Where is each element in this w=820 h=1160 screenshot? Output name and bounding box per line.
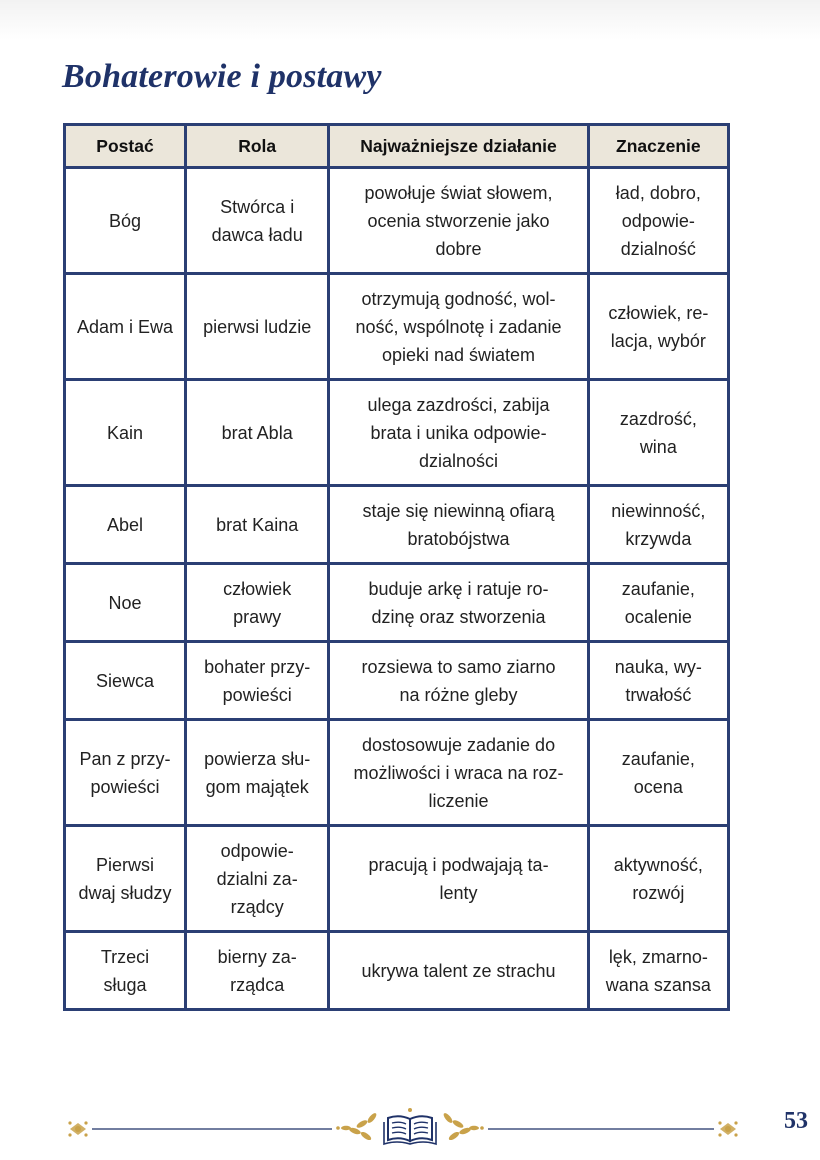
header-znaczenie: Znaczenie bbox=[588, 125, 728, 168]
table-row bbox=[65, 720, 729, 826]
table-row bbox=[65, 168, 729, 274]
cell-rola: bierny za- rządca bbox=[186, 932, 329, 1010]
cell-dzialanie: otrzymują godność, wol- ność, wspólnotę i zadanie opieki nad światem bbox=[329, 274, 588, 380]
header-dzialanie: Najważniejsze działanie bbox=[329, 125, 588, 168]
cell-dzialanie: ukrywa talent ze strachu bbox=[329, 932, 588, 1010]
cell-znaczenie: lęk, zmarno- wana szansa bbox=[588, 932, 728, 1010]
header-postac: Postać bbox=[65, 125, 186, 168]
table-row bbox=[65, 642, 729, 720]
cell-rola: Stwórca i dawca ładu bbox=[186, 168, 329, 274]
cell-dzialanie: dostosowuje zadanie do możliwości i wraca na roz- liczenie bbox=[329, 720, 588, 826]
page-title: Bohaterowie i postawy bbox=[62, 58, 382, 95]
cell-postac: Noe bbox=[65, 564, 186, 642]
open-book-icon bbox=[0, 1098, 820, 1160]
table-row bbox=[65, 486, 729, 564]
cell-rola: człowiek prawy bbox=[186, 564, 329, 642]
cell-postac: Pan z przy- powieści bbox=[65, 720, 186, 826]
cell-postac: Pierwsi dwaj słudzy bbox=[65, 826, 186, 932]
cell-rola: brat Abla bbox=[186, 380, 329, 486]
cell-rola: powierza słu- gom majątek bbox=[186, 720, 329, 826]
cell-postac: Siewca bbox=[65, 642, 186, 720]
cell-postac: Trzeci sługa bbox=[65, 932, 186, 1010]
table-row bbox=[65, 564, 729, 642]
cell-znaczenie: ład, dobro, odpowie- dzialność bbox=[588, 168, 728, 274]
footer-ornament bbox=[0, 1098, 820, 1160]
cell-postac: Kain bbox=[65, 380, 186, 486]
cell-znaczenie: niewinność, krzywda bbox=[588, 486, 728, 564]
cell-postac: Bóg bbox=[65, 168, 186, 274]
page-number: 53 bbox=[784, 1108, 808, 1134]
page-top-band bbox=[0, 0, 820, 40]
cell-postac: Adam i Ewa bbox=[65, 274, 186, 380]
cell-rola: odpowie- dzialni za- rządcy bbox=[186, 826, 329, 932]
cell-dzialanie: ulega zazdrości, zabija brata i unika odpowie- dzialności bbox=[329, 380, 588, 486]
table-row bbox=[65, 380, 729, 486]
cell-postac: Abel bbox=[65, 486, 186, 564]
characters-table bbox=[63, 123, 730, 1011]
cell-rola: brat Kaina bbox=[186, 486, 329, 564]
header-rola: Rola bbox=[186, 125, 329, 168]
cell-dzialanie: staje się niewinną ofiarą bratobójstwa bbox=[329, 486, 588, 564]
table-row bbox=[65, 826, 729, 932]
cell-znaczenie: aktywność, rozwój bbox=[588, 826, 728, 932]
cell-znaczenie: człowiek, re- lacja, wybór bbox=[588, 274, 728, 380]
cell-dzialanie: pracują i podwajają ta- lenty bbox=[329, 826, 588, 932]
cell-znaczenie: nauka, wy- trwałość bbox=[588, 642, 728, 720]
cell-dzialanie: rozsiewa to samo ziarno na różne gleby bbox=[329, 642, 588, 720]
cell-dzialanie: buduje arkę i ratuje ro- dzinę oraz stworzenia bbox=[329, 564, 588, 642]
cell-znaczenie: zaufanie, ocalenie bbox=[588, 564, 728, 642]
cell-rola: bohater przy- powieści bbox=[186, 642, 329, 720]
cell-dzialanie: powołuje świat słowem, ocenia stworzenie jako dobre bbox=[329, 168, 588, 274]
table-header-row bbox=[65, 125, 729, 168]
table-row bbox=[65, 274, 729, 380]
cell-znaczenie: zazdrość, wina bbox=[588, 380, 728, 486]
cell-rola: pierwsi ludzie bbox=[186, 274, 329, 380]
cell-znaczenie: zaufanie, ocena bbox=[588, 720, 728, 826]
table-row bbox=[65, 932, 729, 1010]
